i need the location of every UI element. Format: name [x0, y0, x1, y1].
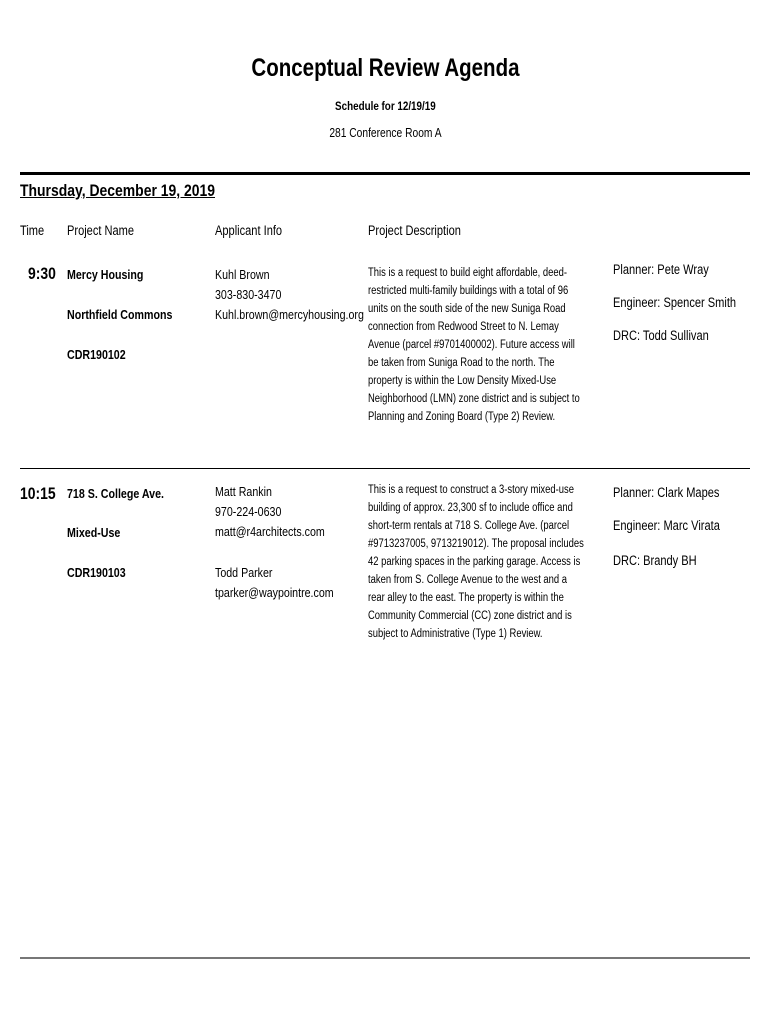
row-divider: [20, 468, 750, 469]
project-subname: Mixed-Use: [67, 525, 121, 540]
column-header-description: Project Description: [368, 223, 461, 238]
column-header-time: Time: [20, 223, 45, 238]
project-description: This is a request to build eight affordable, deed-restricted multi-family buildings with a total of 96 units on the south side of the new Suniga Road connection from Redwood Street to N. Lemay Avenue (parcel #9701400002). Future access will be taken from Suniga Road to the north. The property is within the Low Density Mixed-Use Neighborhood (LMN) zone district and is subject to Planning and Zoning Board (Type 2) Review.: [368, 267, 580, 423]
applicant-phone: 970-224-0630: [215, 504, 282, 519]
project-name: 718 S. College Ave.: [67, 486, 164, 501]
engineer: Engineer: Spencer Smith: [613, 295, 737, 310]
schedule-date: Schedule for 12/19/19: [334, 99, 436, 113]
project-subname: Northfield Commons: [67, 307, 173, 322]
planner: Planner: Pete Wray: [613, 262, 709, 277]
day-heading: Thursday, December 19, 2019: [20, 181, 216, 200]
drc-contact: DRC: Todd Sullivan: [613, 328, 709, 343]
project-number: CDR190103: [67, 565, 126, 580]
item-time: 9:30: [28, 264, 56, 283]
applicant-name: Matt Rankin: [215, 484, 272, 499]
applicant-email[interactable]: matt@r4architects.com: [215, 524, 325, 539]
header-divider: [20, 172, 750, 175]
applicant-email[interactable]: tparker@waypointre.com: [215, 585, 334, 600]
engineer: Engineer: Marc Virata: [613, 518, 720, 533]
column-header-applicant: Applicant Info: [215, 223, 283, 238]
drc-contact: DRC: Brandy BH: [613, 553, 697, 568]
project-description: This is a request to construct a 3-story mixed-use building of approx. 23,300 sf to include office and short-term rentals at 718 S. College Ave. (parcel #9713237005, 9713219012). The proposal includes 42 parking spaces in the parking garage. Access is taken from S. College Avenue to the west and a rear alley to the east. The property is within the Community Commercial (CC) zone district and is subject to Administrative (Type 1) Review.: [368, 484, 584, 640]
applicant-email[interactable]: Kuhl.brown@mercyhousing.org: [215, 307, 364, 322]
applicant-name: Todd Parker: [215, 565, 273, 580]
project-number: CDR190102: [67, 347, 126, 362]
footer-divider: [20, 957, 750, 959]
applicant-name: Kuhl Brown: [215, 267, 270, 282]
item-time: 10:15: [20, 484, 56, 503]
meeting-room: 281 Conference Room A: [328, 126, 442, 140]
applicant-phone: 303-830-3470: [215, 287, 282, 302]
agenda-title: Conceptual Review Agenda: [250, 54, 520, 82]
column-header-project: Project Name: [67, 223, 135, 238]
project-name: Mercy Housing: [67, 267, 144, 282]
planner: Planner: Clark Mapes: [613, 485, 720, 500]
